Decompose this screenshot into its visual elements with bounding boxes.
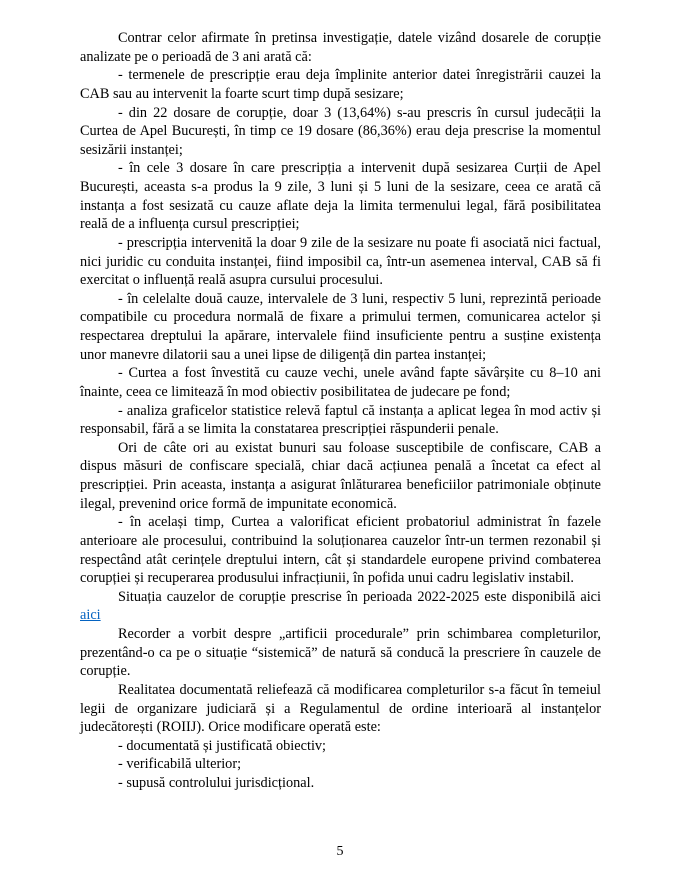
bullet-paragraph: - supusă controlului jurisdicțional. <box>118 775 315 791</box>
paragraph-confiscare: Ori de câte ori au existat bunuri sau foloase susceptibile de confiscare, CAB a dispus măsuri de confiscare specială, chiar dacă acțiunea penală a încetat ca efect al prescripției. Prin aceasta, instanța a asigurat înlăturarea beneficiilor patrimoniale obținute ilegal, prevenind orice formă de impunitate economică. <box>80 439 601 512</box>
bullet-paragraph: - în celelalte două cauze, intervalele de 3 luni, respectiv 5 luni, reprezintă perioade compatibile cu procedura normală de fixare a primului termen, comunicarea actelor și respectarea dreptului la apărare, intervalele fiind insuficiente pentru a susține existența unor manevre dilatorii sau a unei lipse de diligență din partea instanței; <box>80 290 601 363</box>
bullet-paragraph: - din 22 dosare de corupție, doar 3 (13,64%) s-au prescris în cursul judecății la Curtea de Apel București, în timp ce 19 dosare (86,36%) erau deja prescrise la momentul sesizării instanței; <box>80 104 601 158</box>
bullet-paragraph: - termenele de prescripție erau deja împlinite anterior datei înregistrării cauzei la CAB sau au intervenit la foarte scurt timp după sesizare; <box>80 67 601 102</box>
paragraph-with-link <box>80 588 601 625</box>
bullet-paragraph: - documentată și justificată obiectiv; <box>118 737 327 754</box>
bullet-paragraph: - în cele 3 dosare în care prescripția a intervenit după sesizarea Curții de Apel București, aceasta s-a produs la 9 zile, 3 luni și 5 luni de la sesizare, ceea ce arată că instanța a fost sesizată cu cauze aflate deja la limita termenului legal, fără posibilitatea reală de a influența cursul prescripției; <box>80 160 601 233</box>
bullet-paragraph: - Curtea a fost învestită cu cauze vechi, unele având fapte săvârșite cu 8–10 ani înainte, ceea ce limitează în mod obiectiv posibilitatea de judecare pe fond; <box>80 365 601 400</box>
aici-hyperlink[interactable]: aici <box>80 607 101 624</box>
bullet-paragraph: - verificabilă ulterior; <box>118 756 242 773</box>
bullet-paragraph: - analiza graficelor statistice relevă faptul că instanța a aplicat legea în mod activ și responsabil, fără a se limita la constatarea prescripției răspunderii penale. <box>80 402 601 438</box>
page-number: 5 <box>336 844 344 859</box>
bullet-paragraph: - prescripția intervenită la doar 9 zile de la sesizare nu poate fi asociată nici factual, nici juridic cu conduita instanței, fiind imposibil ca, într-un asemenea interval, CAB să fi exercitat o influență reală asupra cursului procesului. <box>80 234 601 289</box>
paragraph-link-lead-text: Situația cauzelor de corupție prescrise în perioada 2022-2025 este disponibilă aici <box>118 588 601 605</box>
paragraph-intro: Contrar celor afirmate în pretinsa investigație, datele vizând dosarele de corupție analizate pe o perioadă de 3 ani arată că: <box>80 30 601 65</box>
paragraph-recorder: Recorder a vorbit despre „artificii procedurale” prin schimbarea completurilor, prezentând-o ca pe o situație “sistemică” de natură să conducă la prescriere în cauzele de corupție. <box>80 626 601 680</box>
document-body <box>80 29 601 793</box>
paragraph-realitatea: Realitatea documentată reliefează că modificarea completurilor s-a făcut în temeiul legii de organizare judiciară și a Regulamentul de ordine interioară al instanțelor judecătorești (ROIIJ). Orice modificare operată este: <box>80 681 601 736</box>
bullet-paragraph: - în același timp, Curtea a valorificat eficient probatoriul administrat în fazele anterioare ale procesului, contribuind la soluționarea cauzelor într-un termen rezonabil și respectând atât cerințele dreptului intern, cât și standardele europene privind combaterea corupției și recuperarea produsului infracțiunii, în pofida unui cadru legislativ instabil. <box>80 514 601 587</box>
